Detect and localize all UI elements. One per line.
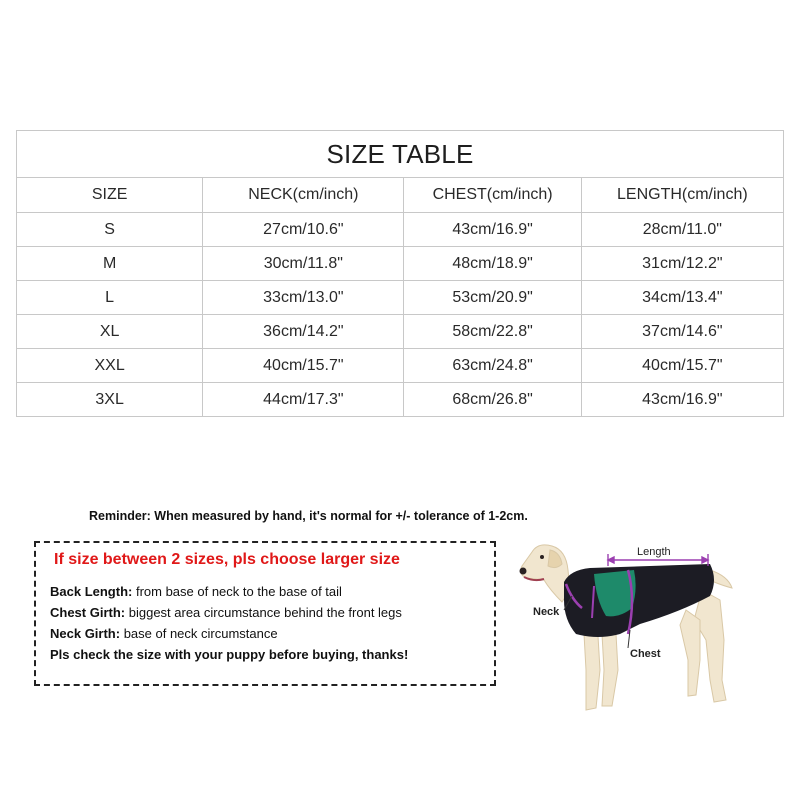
table-row xyxy=(17,213,784,247)
size-cell: 3XL xyxy=(17,383,203,417)
note-term: Back Length: xyxy=(50,584,133,599)
dog-eye xyxy=(540,555,544,559)
neck-cell: 27cm/10.6" xyxy=(203,213,404,247)
neck-cell: 44cm/17.3" xyxy=(203,383,404,417)
table-row xyxy=(17,281,784,315)
table-header-row xyxy=(17,178,784,213)
size-cell: S xyxy=(17,213,203,247)
neck-label: Neck xyxy=(533,606,560,618)
table-title: SIZE TABLE xyxy=(17,131,784,178)
size-cell: XXL xyxy=(17,349,203,383)
size-table xyxy=(16,130,784,417)
dog-illustration xyxy=(510,530,780,730)
dog-nose xyxy=(520,568,527,575)
size-cell: M xyxy=(17,247,203,281)
chest-label: Chest xyxy=(630,648,661,660)
neck-girth-note xyxy=(50,626,278,641)
chest-cell: 58cm/22.8" xyxy=(404,315,581,349)
size-cell: XL xyxy=(17,315,203,349)
chest-girth-note xyxy=(50,605,402,620)
table-row xyxy=(17,315,784,349)
back-length-note xyxy=(50,584,342,599)
column-header-length: LENGTH(cm/inch) xyxy=(581,178,783,213)
neck-cell: 40cm/15.7" xyxy=(203,349,404,383)
length-cell: 40cm/15.7" xyxy=(581,349,783,383)
chest-cell: 68cm/26.8" xyxy=(404,383,581,417)
note-text: base of neck circumstance xyxy=(120,626,278,641)
note-term: Neck Girth: xyxy=(50,626,121,641)
table-row xyxy=(17,247,784,281)
table-row xyxy=(17,383,784,417)
neck-cell: 33cm/13.0" xyxy=(203,281,404,315)
length-cell: 43cm/16.9" xyxy=(581,383,783,417)
length-label: Length xyxy=(637,546,671,558)
column-header-size: SIZE xyxy=(17,178,203,213)
neck-cell: 30cm/11.8" xyxy=(203,247,404,281)
length-cell: 31cm/12.2" xyxy=(581,247,783,281)
column-header-neck: NECK(cm/inch) xyxy=(203,178,404,213)
check-size-note: Pls check the size with your puppy before buying, thanks! xyxy=(50,647,409,662)
length-cell: 28cm/11.0" xyxy=(581,213,783,247)
note-text: biggest area circumstance behind the front legs xyxy=(125,605,402,620)
measurement-notes-box xyxy=(34,541,496,686)
chest-cell: 53cm/20.9" xyxy=(404,281,581,315)
tolerance-reminder: Reminder: When measured by hand, it's normal for +/- tolerance of 1-2cm. xyxy=(89,509,528,523)
length-cell: 37cm/14.6" xyxy=(581,315,783,349)
size-advice-heading: If size between 2 sizes, pls choose larger size xyxy=(54,551,400,568)
size-cell: L xyxy=(17,281,203,315)
chest-cell: 43cm/16.9" xyxy=(404,213,581,247)
table-row xyxy=(17,349,784,383)
note-text: from base of neck to the base of tail xyxy=(132,584,342,599)
neck-cell: 36cm/14.2" xyxy=(203,315,404,349)
dog-measurement-diagram xyxy=(510,530,780,730)
chest-cell: 63cm/24.8" xyxy=(404,349,581,383)
chest-cell: 48cm/18.9" xyxy=(404,247,581,281)
note-term: Chest Girth: xyxy=(50,605,126,620)
column-header-chest: CHEST(cm/inch) xyxy=(404,178,581,213)
length-cell: 34cm/13.4" xyxy=(581,281,783,315)
